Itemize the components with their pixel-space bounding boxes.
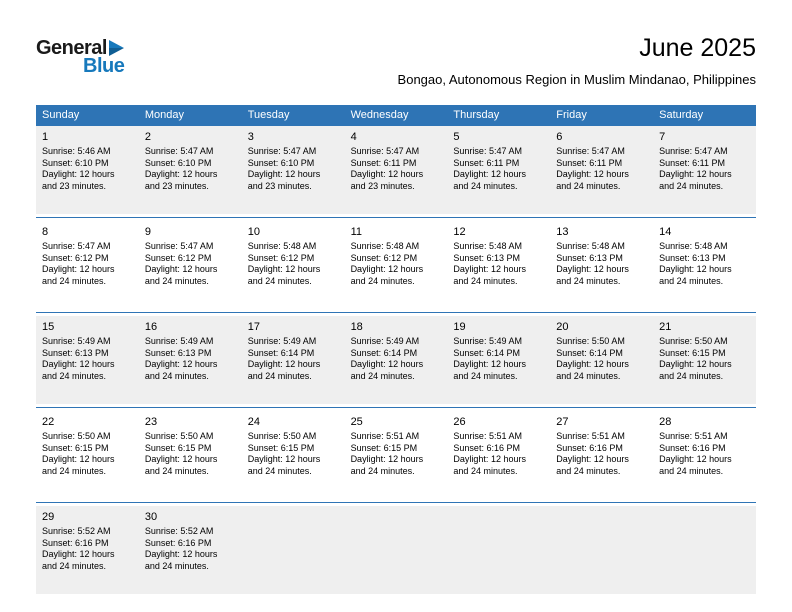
week-divider (36, 217, 756, 218)
day-number: 14 (659, 226, 672, 238)
daylight-text: Daylight: 12 hours and 24 minutes. (247, 264, 321, 286)
daylight-text: Daylight: 12 hours and 24 minutes. (42, 264, 115, 286)
sunset-text: Sunset: 6:15 PM (659, 347, 726, 358)
sunrise-text: Sunrise: 5:47 AM (556, 146, 625, 156)
day-cell (550, 224, 653, 303)
daylight-text: Daylight: 12 hours and 24 minutes. (659, 169, 732, 191)
week-row (36, 506, 756, 594)
daylight-text: Daylight: 12 hours and 24 minutes. (350, 264, 424, 286)
daylight-text: Daylight: 12 hours and 24 minutes. (42, 359, 115, 381)
daylight-text: Daylight: 12 hours and 24 minutes. (659, 454, 732, 476)
sunset-text: Sunset: 6:13 PM (659, 252, 726, 263)
sunset-text: Sunset: 6:10 PM (247, 157, 315, 168)
sunset-text: Sunset: 6:12 PM (247, 252, 315, 263)
sunset-text: Sunset: 6:12 PM (144, 252, 212, 263)
sunset-text: Sunset: 6:10 PM (42, 157, 109, 168)
sunset-text: Sunset: 6:14 PM (453, 347, 520, 358)
logo-text-blue: Blue (83, 55, 125, 77)
day-cell (447, 129, 550, 208)
daylight-text: Daylight: 12 hours and 24 minutes. (247, 359, 321, 381)
logo-text-general: General (36, 37, 107, 59)
sunset-text: Sunset: 6:14 PM (556, 347, 623, 358)
empty-day-cell (550, 509, 653, 588)
week-divider (36, 312, 756, 313)
day-number: 26 (453, 416, 466, 428)
sunset-text: Sunset: 6:15 PM (144, 442, 212, 453)
empty-day-cell (345, 509, 448, 588)
day-cell (447, 224, 550, 303)
week-row (36, 221, 756, 309)
week-row (36, 126, 756, 214)
week-divider (36, 407, 756, 408)
day-number: 9 (144, 226, 151, 238)
day-cell (242, 414, 345, 493)
daylight-text: Daylight: 12 hours and 23 minutes. (144, 169, 218, 191)
sunrise-text: Sunrise: 5:47 AM (659, 146, 728, 156)
day-cell (242, 224, 345, 303)
day-cell (653, 129, 756, 208)
day-cell (550, 129, 653, 208)
day-number: 22 (42, 416, 55, 428)
day-number: 12 (453, 226, 466, 238)
calendar-table (36, 105, 756, 594)
weekday-header-tuesday: Tuesday (247, 109, 290, 121)
day-number: 8 (42, 226, 49, 238)
daylight-text: Daylight: 12 hours and 24 minutes. (144, 359, 218, 381)
sunrise-text: Sunrise: 5:50 AM (556, 336, 625, 346)
day-number: 19 (453, 321, 466, 333)
day-cell (139, 224, 242, 303)
sunrise-text: Sunrise: 5:49 AM (350, 336, 420, 346)
day-cell (139, 319, 242, 398)
sunset-text: Sunset: 6:11 PM (556, 157, 623, 168)
weekday-header-sunday: Sunday (42, 109, 80, 121)
daylight-text: Daylight: 12 hours and 24 minutes. (453, 169, 526, 191)
sunset-text: Sunset: 6:13 PM (42, 347, 109, 358)
day-cell (653, 224, 756, 303)
daylight-text: Daylight: 12 hours and 24 minutes. (453, 454, 526, 476)
empty-day-cell (242, 509, 345, 588)
weekday-header-saturday: Saturday (659, 109, 704, 121)
daylight-text: Daylight: 12 hours and 23 minutes. (350, 169, 424, 191)
daylight-text: Daylight: 12 hours and 24 minutes. (556, 359, 629, 381)
sunrise-text: Sunrise: 5:47 AM (144, 146, 214, 156)
sunrise-text: Sunrise: 5:48 AM (247, 241, 317, 251)
day-number: 24 (247, 416, 260, 428)
daylight-text: Daylight: 12 hours and 24 minutes. (42, 454, 115, 476)
weekday-header-monday: Monday (144, 109, 184, 121)
day-cell (242, 129, 345, 208)
sunset-text: Sunset: 6:11 PM (350, 157, 417, 168)
sunset-text: Sunset: 6:14 PM (350, 347, 418, 358)
day-number: 4 (350, 131, 357, 143)
day-cell (36, 129, 139, 208)
daylight-text: Daylight: 12 hours and 24 minutes. (144, 549, 218, 571)
sunrise-text: Sunrise: 5:49 AM (453, 336, 522, 346)
day-cell (345, 319, 448, 398)
sunrise-text: Sunrise: 5:50 AM (42, 431, 111, 441)
sunset-text: Sunset: 6:15 PM (247, 442, 315, 453)
month-title: June 2025 (639, 34, 756, 62)
day-cell (242, 319, 345, 398)
day-number: 16 (144, 321, 158, 333)
sunrise-text: Sunrise: 5:47 AM (350, 146, 420, 156)
empty-day-cell (447, 509, 550, 588)
sunset-text: Sunset: 6:10 PM (144, 157, 212, 168)
daylight-text: Daylight: 12 hours and 23 minutes. (42, 169, 115, 191)
sunrise-text: Sunrise: 5:52 AM (144, 526, 214, 536)
daylight-text: Daylight: 12 hours and 24 minutes. (453, 359, 526, 381)
day-number: 15 (42, 321, 55, 333)
sunset-text: Sunset: 6:16 PM (453, 442, 520, 453)
daylight-text: Daylight: 12 hours and 24 minutes. (42, 549, 115, 571)
day-cell (139, 414, 242, 493)
day-cell (36, 224, 139, 303)
generalblue-logo (36, 38, 125, 76)
sunrise-text: Sunrise: 5:47 AM (144, 241, 214, 251)
day-number: 27 (556, 416, 569, 428)
daylight-text: Daylight: 12 hours and 24 minutes. (453, 264, 526, 286)
day-number: 29 (42, 511, 55, 523)
day-number: 7 (659, 131, 666, 143)
day-cell (550, 414, 653, 493)
day-number: 30 (144, 511, 158, 523)
calendar-weeks (36, 126, 756, 594)
title-block (398, 34, 756, 87)
day-cell (447, 414, 550, 493)
weekday-header-friday: Friday (556, 109, 587, 121)
sunrise-text: Sunrise: 5:49 AM (144, 336, 214, 346)
day-cell (36, 509, 139, 588)
day-number: 13 (556, 226, 569, 238)
sunrise-text: Sunrise: 5:50 AM (659, 336, 728, 346)
daylight-text: Daylight: 12 hours and 24 minutes. (350, 359, 424, 381)
day-cell (36, 414, 139, 493)
sunset-text: Sunset: 6:16 PM (556, 442, 623, 453)
daylight-text: Daylight: 12 hours and 23 minutes. (247, 169, 321, 191)
sunset-text: Sunset: 6:11 PM (453, 157, 520, 168)
week-row (36, 411, 756, 499)
day-cell (447, 319, 550, 398)
location-subtitle: Bongao, Autonomous Region in Muslim Mindanao, Philippines (397, 72, 756, 87)
day-number: 1 (42, 131, 49, 143)
sunset-text: Sunset: 6:14 PM (247, 347, 315, 358)
sunrise-text: Sunrise: 5:47 AM (247, 146, 317, 156)
sunset-text: Sunset: 6:12 PM (350, 252, 418, 263)
day-cell (653, 319, 756, 398)
sunrise-text: Sunrise: 5:51 AM (556, 431, 625, 441)
daylight-text: Daylight: 12 hours and 24 minutes. (659, 359, 732, 381)
day-number: 2 (144, 131, 151, 143)
empty-day-cell (653, 509, 756, 588)
day-number: 17 (247, 321, 260, 333)
sunrise-text: Sunrise: 5:51 AM (453, 431, 522, 441)
day-number: 18 (350, 321, 363, 333)
sunset-text: Sunset: 6:16 PM (659, 442, 726, 453)
day-cell (139, 129, 242, 208)
daylight-text: Daylight: 12 hours and 24 minutes. (144, 264, 218, 286)
sunset-text: Sunset: 6:13 PM (556, 252, 623, 263)
day-cell (139, 509, 242, 588)
sunrise-text: Sunrise: 5:46 AM (42, 146, 111, 156)
sunrise-text: Sunrise: 5:48 AM (350, 241, 420, 251)
sunrise-text: Sunrise: 5:50 AM (144, 431, 214, 441)
daylight-text: Daylight: 12 hours and 24 minutes. (556, 454, 629, 476)
sunrise-text: Sunrise: 5:47 AM (42, 241, 111, 251)
weekday-header-thursday: Thursday (453, 109, 500, 121)
weekday-header-wednesday: Wednesday (350, 109, 409, 121)
day-cell (345, 414, 448, 493)
day-cell (36, 319, 139, 398)
logo-triangle-icon (109, 40, 125, 56)
day-cell (653, 414, 756, 493)
sunrise-text: Sunrise: 5:49 AM (247, 336, 317, 346)
sunset-text: Sunset: 6:16 PM (42, 537, 109, 548)
sunrise-text: Sunrise: 5:48 AM (453, 241, 522, 251)
sunrise-text: Sunrise: 5:50 AM (247, 431, 317, 441)
daylight-text: Daylight: 12 hours and 24 minutes. (144, 454, 218, 476)
week-divider (36, 502, 756, 503)
sunrise-text: Sunrise: 5:51 AM (350, 431, 420, 441)
daylight-text: Daylight: 12 hours and 24 minutes. (247, 454, 321, 476)
daylight-text: Daylight: 12 hours and 24 minutes. (556, 264, 629, 286)
day-number: 23 (144, 416, 158, 428)
daylight-text: Daylight: 12 hours and 24 minutes. (350, 454, 424, 476)
weekday-header-row (36, 105, 756, 126)
sunset-text: Sunset: 6:13 PM (453, 252, 520, 263)
sunset-text: Sunset: 6:13 PM (144, 347, 212, 358)
day-number: 3 (247, 131, 254, 143)
day-number: 11 (350, 226, 362, 238)
sunrise-text: Sunrise: 5:52 AM (42, 526, 111, 536)
sunset-text: Sunset: 6:11 PM (659, 157, 726, 168)
sunset-text: Sunset: 6:12 PM (42, 252, 109, 263)
day-number: 25 (350, 416, 363, 428)
day-number: 6 (556, 131, 563, 143)
daylight-text: Daylight: 12 hours and 24 minutes. (556, 169, 629, 191)
day-number: 20 (556, 321, 569, 333)
day-number: 21 (659, 321, 672, 333)
daylight-text: Daylight: 12 hours and 24 minutes. (659, 264, 732, 286)
week-row (36, 316, 756, 404)
sunset-text: Sunset: 6:16 PM (144, 537, 212, 548)
sunrise-text: Sunrise: 5:48 AM (556, 241, 625, 251)
day-cell (345, 224, 448, 303)
day-number: 28 (659, 416, 672, 428)
sunset-text: Sunset: 6:15 PM (350, 442, 418, 453)
day-number: 10 (247, 226, 260, 238)
day-cell (345, 129, 448, 208)
day-number: 5 (453, 131, 460, 143)
sunrise-text: Sunrise: 5:51 AM (659, 431, 728, 441)
sunrise-text: Sunrise: 5:47 AM (453, 146, 522, 156)
sunrise-text: Sunrise: 5:49 AM (42, 336, 111, 346)
day-cell (550, 319, 653, 398)
sunrise-text: Sunrise: 5:48 AM (659, 241, 728, 251)
sunset-text: Sunset: 6:15 PM (42, 442, 109, 453)
